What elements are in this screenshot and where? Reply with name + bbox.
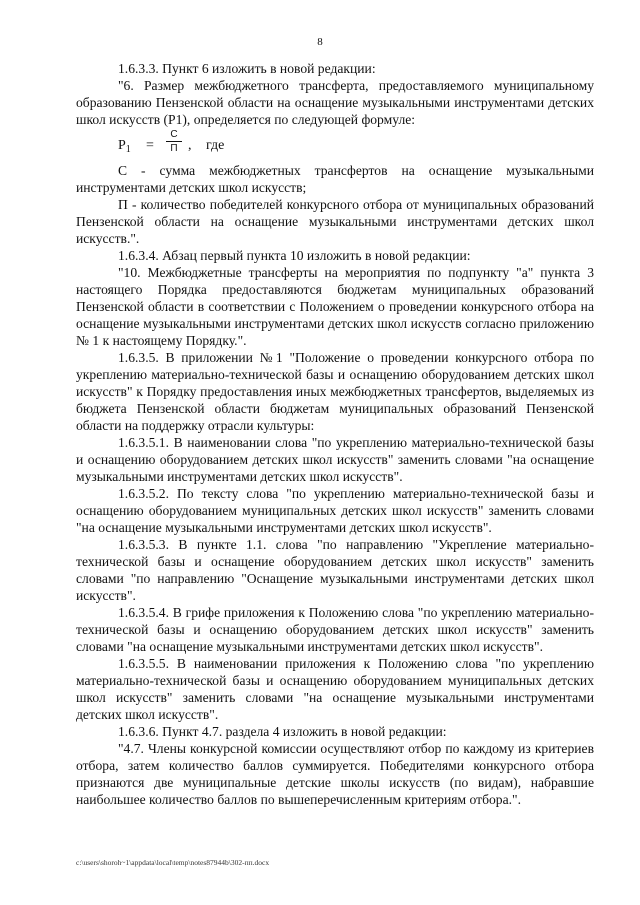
paragraph: 1.6.3.6. Пункт 4.7. раздела 4 изложить в новой редакции:	[118, 724, 447, 739]
document-body	[76, 60, 594, 808]
paragraph: П - количество победителей конкурсного отбора от муниципальных образований Пензенской области на оснащение музыкальными инструментами детских школ искусств.".	[76, 197, 594, 246]
paragraph: "4.7. Члены конкурсной комиссии осуществляют отбор по каждому из критериев отбора, затем количество баллов суммируется. Победителями конкурсного отбора признаются две муниципальные детские школы искусств (по видам), набравшие наибольшее количество баллов по вышеперечисленным критериям отбора.".	[76, 741, 594, 807]
paragraph: 1.6.3.5.3. В пункте 1.1. слова "по направлению "Укрепление материально-технической базы и оснащение оборудованием детских школ искусств" заменить словами "по направлению "Оснащение музыкальными инструментами детских школ искусств".	[76, 537, 594, 603]
paragraph: 1.6.3.3. Пункт 6 изложить в новой редакции:	[118, 61, 376, 76]
page-number: 8	[317, 36, 323, 48]
paragraph: 1.6.3.5.2. По тексту слова "по укреплению материально-технической базы и оснащению оборудованием муниципальных детских школ искусств" заменить словами "на оснащение музыкальными инструментами детских школ искусств".	[76, 486, 594, 535]
footer-file-path: c:\users\shoroh~1\appdata\local\temp\notes87944b\302-пп.docx	[76, 858, 270, 867]
paragraph: "10. Межбюджетные трансферты на мероприятия по подпункту "а" пункта 3 настоящего Порядка предоставляются бюджетам муниципальных образований Пензенской области в соответствии с Положением о проведении конкурсного отбора на оснащение музыкальными инструментами детских школ искусств согласно приложению № 1 к настоящему Порядку.".	[76, 265, 594, 348]
paragraph: 1.6.3.5.1. В наименовании слова "по укреплению материально-технической базы и оснащению оборудованием детских школ искусств" заменить словами "на оснащение музыкальными инструментами детских школ искусств".	[76, 435, 594, 484]
formula	[118, 128, 594, 162]
formula-equals: =	[146, 138, 154, 153]
formula-comma: ,	[188, 138, 192, 153]
formula-fraction	[166, 128, 182, 155]
formula-suffix: где	[206, 138, 225, 153]
paragraph: 1.6.3.5. В приложении №1 "Положение о проведении конкурсного отбора по укреплению материально-технической базы и оснащению оборудованием детских школ искусств" к Порядку предоставления иных межбюджетных трансфертов, выделяемых из бюджета Пензенской области бюджетам муниципальных образований Пензенской области на поддержку отрасли культуры:	[76, 350, 594, 433]
formula-numerator: C	[166, 128, 182, 142]
paragraph: 1.6.3.5.4. В грифе приложения к Положению слова "по укреплению материально-технической базы и оснащению оборудованием детских школ искусств" заменить словами "на оснащение музыкальными инструментами детских школ искусств".	[76, 605, 594, 654]
paragraph: С - сумма межбюджетных трансфертов на оснащение музыкальными инструментами детских школ искусств;	[76, 163, 594, 195]
paragraph: 1.6.3.4. Абзац первый пункта 10 изложить в новой редакции:	[118, 248, 471, 263]
formula-lhs-subscript: 1	[125, 144, 131, 155]
paragraph: 1.6.3.5.5. В наименовании приложения к Положению слова "по укреплению материально-технической базы и оснащению оборудованием муниципальных детских школ искусств" заменить словами "на оснащение музыкальными инструментами детских школ искусств".	[76, 656, 594, 722]
formula-lhs: $P_1$	[118, 138, 131, 155]
paragraph: "6. Размер межбюджетного трансферта, предоставляемого муниципальному образованию Пензенской области на оснащение музыкальными инструментами детских школ искусств (P1), определяется по следующей формуле:	[76, 78, 594, 127]
formula-denominator: П	[170, 143, 178, 154]
